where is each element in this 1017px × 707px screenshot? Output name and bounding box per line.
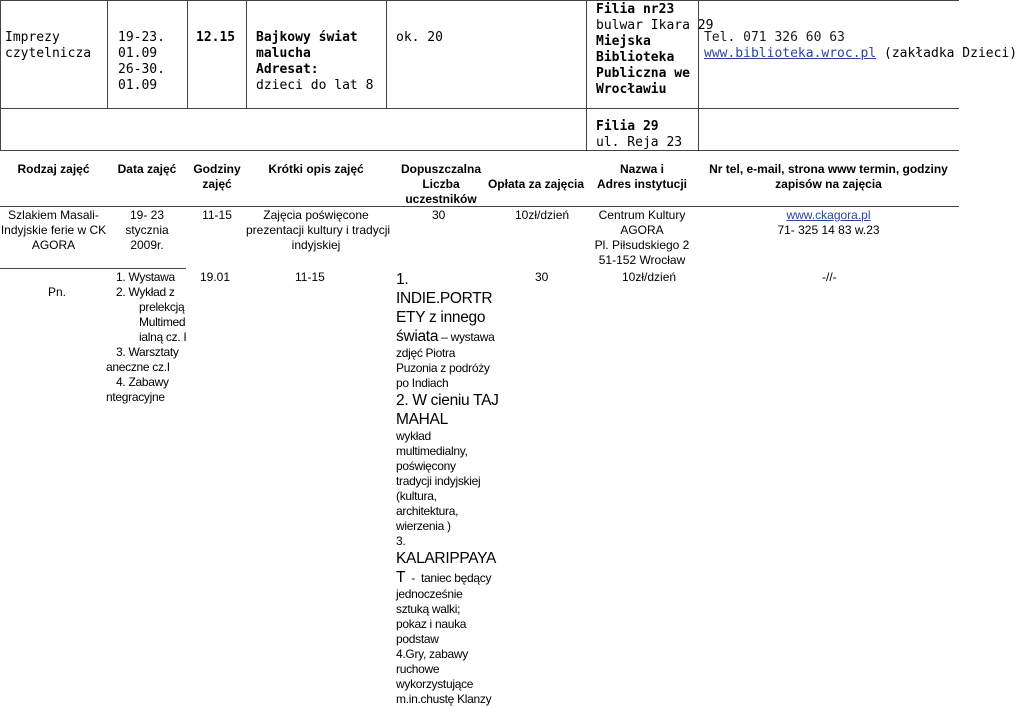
desc-line: multimedialny, [396, 444, 468, 458]
list-item: ntegracyjne [106, 390, 165, 404]
header-line: Liczba [422, 177, 460, 191]
desc-line: po Indiach [396, 376, 449, 390]
cell-line: stycznia [125, 223, 169, 237]
header-opis: Krótki opis zajęć [268, 162, 364, 176]
header-godziny [187, 162, 247, 192]
desc-line: m.in.chustę Klanzy [396, 692, 492, 706]
cell-line: Miejska [596, 34, 651, 49]
cell-line: Szlakiem Masali- [8, 208, 99, 222]
cell-line: 26-30. [118, 62, 165, 77]
cell-line: Pl. Piłsudskiego 2 [594, 238, 690, 252]
cell-line: Bajkowy świat [256, 30, 358, 45]
desc-line: świata [396, 328, 439, 345]
participants-cell: ok. 20 [396, 30, 443, 45]
table-border [0, 150, 959, 151]
row2-kontakt: -//- [822, 270, 837, 284]
desc-line: tradycji indyjskiej [396, 474, 481, 488]
desc-line: KALARIPPAYA [396, 550, 497, 567]
header-kontakt [698, 162, 959, 192]
cell-line: malucha [256, 46, 311, 61]
header-line: Dopuszczalna [400, 162, 481, 176]
cell-line: Publiczna we [596, 66, 690, 81]
list-item: 2. Wykład z [116, 285, 175, 299]
cell-line: Centrum Kultury [598, 208, 686, 222]
header-data: Data zajęć [117, 162, 177, 176]
row2-rodzaj: Pn. [48, 285, 67, 299]
header-line: Nr tel, e-mail, strona www termin, godziny [709, 162, 948, 176]
desc-line: wykład [396, 429, 431, 443]
cell-line: Filia 29 [596, 119, 659, 134]
cell-line: 19- 23 [129, 208, 165, 222]
row1-data [107, 208, 187, 253]
list-item: 1. Wystawa [116, 270, 175, 284]
header-line: Adres instytucji [596, 177, 688, 191]
header-line: Godziny [193, 162, 241, 176]
table-border-top [0, 0, 959, 1]
column-divider [246, 0, 247, 108]
desc-line: podstaw [396, 632, 439, 646]
agora-website-link[interactable]: www.ckagora.pl [786, 208, 871, 222]
desc-line: poświęcony [396, 459, 456, 473]
row1-oplata: 10zł/dzień [515, 208, 570, 222]
contact-cell [704, 30, 1017, 62]
desc-line: Puzonia z podróży [396, 361, 490, 375]
list-item: Multimed [139, 315, 186, 329]
desc-line: architektura, [396, 504, 459, 518]
header-nazwa [586, 162, 698, 192]
cell-line: Zajęcia poświęcone [263, 208, 369, 222]
event-type-cell [5, 30, 91, 62]
desc-line: jednocześnie [396, 587, 463, 601]
column-divider [0, 0, 1, 150]
website-line [704, 46, 1017, 62]
desc-line: 3. [396, 534, 406, 548]
cell-line: Filia nr23 [596, 2, 675, 17]
website-link-tld[interactable]: pl [860, 46, 877, 61]
header-line: zapisów na zajęcia [775, 177, 882, 191]
cell-line: 2009r. [130, 238, 164, 252]
desc-line: ETY z innego [396, 309, 486, 326]
desc-line: wykorzystujące [396, 677, 474, 691]
list-item: prelekcją [139, 300, 185, 314]
website-note: (zakładka Dzieci) [876, 46, 1017, 61]
cell-line: Wrocławiu [596, 82, 667, 97]
institution-cell [596, 2, 713, 98]
agora-phone: 71- 325 14 83 w.23 [777, 223, 880, 237]
column-divider [187, 0, 188, 108]
desc-line: – wystawa [438, 330, 495, 344]
cell-line: Adresat: [256, 62, 319, 77]
cell-line: 01.09 [118, 78, 158, 93]
row2-activity-list [106, 270, 186, 405]
desc-line: INDIE.PORTR [396, 290, 493, 307]
desc-line: sztuką walki; [396, 602, 461, 616]
cell-line: dzieci do lat 8 [256, 78, 374, 93]
time-cell: 12.15 [196, 30, 236, 45]
row2-data: 19.01 [200, 270, 231, 284]
header-line: zajęć [202, 177, 232, 191]
row2-oplata: 10zł/dzień [622, 270, 677, 284]
header-oplata: Opłata za zajęcia [487, 177, 585, 191]
desc-line: - taniec będący [405, 571, 492, 585]
phone-text: Tel. 071 326 60 63 [704, 30, 845, 45]
website-link[interactable]: www.biblioteka.wroc. [704, 46, 861, 61]
desc-line: wierzenia ) [396, 519, 451, 533]
row2-godziny: 11-15 [295, 270, 325, 284]
cell-line: 51-152 Wrocław [598, 253, 686, 267]
row1-opis [246, 208, 391, 253]
cell-line: 19-23. [118, 30, 165, 45]
cell-line: bulwar Ikara 29 [596, 18, 714, 33]
desc-line: (kultura, [396, 489, 437, 503]
cell-line: Imprezy [5, 30, 60, 45]
desc-line: ruchowe [396, 662, 440, 676]
desc-line: 2. W cieniu TAJ [396, 392, 499, 409]
desc-line: zdjęć Piotra [396, 346, 456, 360]
cell-line: 01.09 [118, 46, 158, 61]
column-divider [386, 0, 387, 108]
row1-nazwa [586, 208, 698, 268]
header-rodzaj: Rodzaj zajęć [17, 162, 90, 176]
row1-rodzaj [0, 208, 107, 253]
list-item: ialną cz. I [139, 330, 187, 344]
desc-line: MAHAL [396, 411, 448, 428]
row1-godziny: 11-15 [202, 208, 232, 222]
list-item: 4. Zabawy [116, 375, 169, 389]
cell-line: indyjskiej [291, 238, 341, 252]
desc-line: 1. [396, 271, 409, 288]
cell-line: Indyjskie ferie w CK [0, 223, 107, 237]
table-row-divider [0, 108, 959, 109]
list-item: 3. Warsztaty [116, 345, 179, 359]
dates-cell [118, 30, 165, 94]
description-cell [256, 30, 373, 94]
header-line: Nazwa i [619, 162, 664, 176]
cell-line: AGORA [620, 223, 664, 237]
header-line: uczestników [405, 192, 477, 206]
row-divider [0, 268, 186, 269]
header-dopuszczalna [386, 162, 496, 207]
desc-line: T [396, 569, 406, 586]
row1-liczba: 30 [432, 208, 446, 222]
desc-line: pokaz i nauka [396, 617, 467, 631]
column-divider [586, 0, 587, 150]
desc-line: 4.Gry, zabawy [396, 647, 468, 661]
cell-line: czytelnicza [5, 46, 92, 61]
cell-line: Biblioteka [596, 50, 675, 65]
cell-line: AGORA [31, 238, 76, 252]
row1-kontakt [698, 208, 959, 238]
branch-29-cell [596, 119, 682, 151]
column-divider [107, 0, 108, 108]
row2-opis [396, 270, 499, 707]
cell-line: ul. Reja 23 [596, 135, 683, 150]
row2-liczba: 30 [535, 270, 549, 284]
cell-line: prezentacji kultury i tradycji [246, 223, 391, 237]
list-item: aneczne cz.I [106, 360, 170, 374]
